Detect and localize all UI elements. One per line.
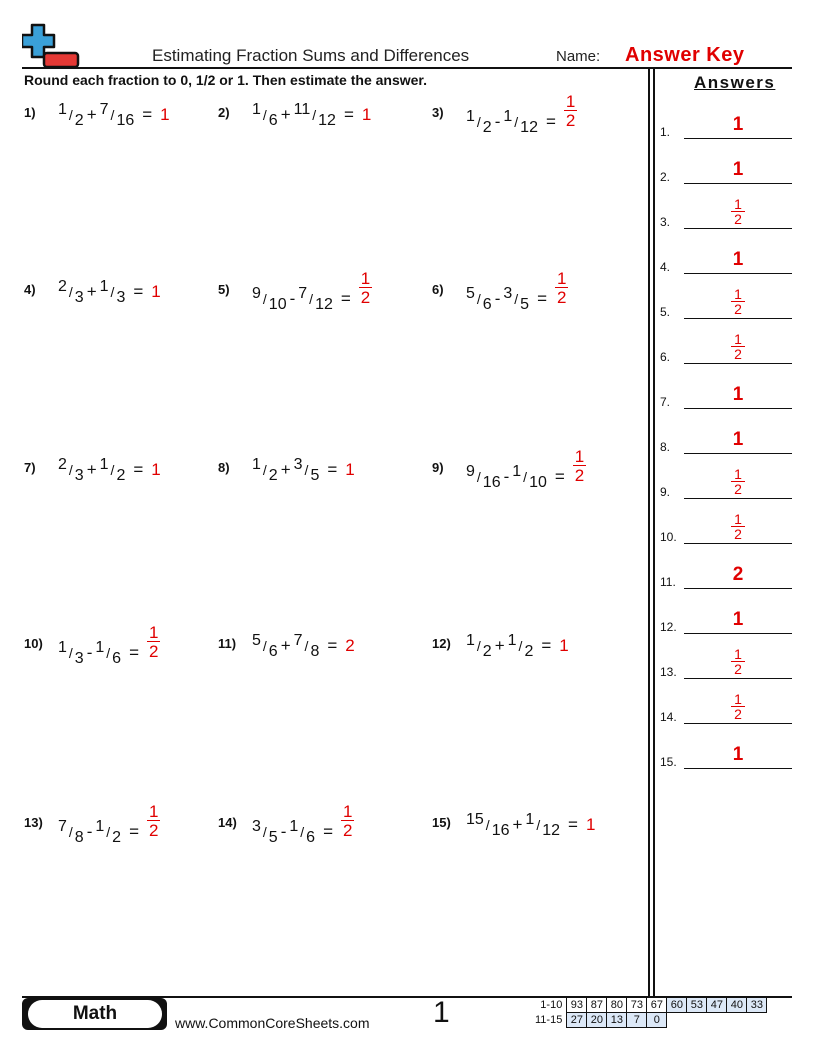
subject-label: Math — [28, 1000, 162, 1028]
equals-sign: = — [327, 460, 338, 479]
answer-denominator: 2 — [149, 821, 159, 840]
answer-label: 6. — [660, 350, 671, 364]
worksheet-title: Estimating Fraction Sums and Differences — [152, 46, 470, 65]
answer-denominator: 2 — [731, 481, 745, 496]
problem-number: 8) — [218, 460, 230, 475]
answer-value: 1 — [559, 636, 569, 655]
page-number: 1 — [433, 996, 450, 1029]
numerator: 2 — [58, 456, 67, 473]
fraction-slash: / — [262, 824, 267, 841]
fraction-slash: / — [68, 107, 73, 123]
equals-sign: = — [133, 460, 144, 479]
answer-label: 7. — [660, 395, 671, 409]
score-cell: 33 — [747, 998, 767, 1013]
answer-fraction — [684, 647, 792, 676]
problem-expression — [252, 269, 372, 318]
instructions: Round each fraction to 0, 1/2 or 1. Then estimate the answer. — [24, 72, 427, 88]
denominator: 12 — [318, 112, 336, 129]
answer-line — [684, 588, 792, 590]
answer-label: 11. — [660, 575, 676, 589]
operator: - — [494, 112, 501, 132]
equals-sign: = — [327, 636, 338, 655]
operator: + — [512, 815, 523, 834]
fraction-slash: / — [110, 284, 115, 300]
answer-row-8 — [660, 429, 792, 454]
numerator: 3 — [293, 456, 303, 473]
denominator: 2 — [116, 467, 126, 484]
numerator: 1 — [252, 101, 261, 118]
answer-value: 2 — [345, 636, 355, 655]
answer-row-2 — [660, 159, 792, 184]
answer-fraction — [147, 624, 160, 660]
answer-value: 2 — [732, 564, 744, 585]
numerator: 15 — [466, 811, 484, 828]
fraction-slash: / — [106, 645, 111, 662]
answer-fraction — [555, 270, 568, 306]
answer-label: 9. — [660, 485, 671, 499]
answer-line — [684, 768, 792, 770]
operator: + — [280, 636, 291, 655]
equals-sign: = — [340, 289, 351, 309]
numerator: 1 — [466, 108, 475, 126]
column-divider-2 — [653, 67, 655, 997]
denominator: 10 — [529, 474, 547, 492]
operator: + — [86, 460, 97, 479]
equals-sign: = — [541, 636, 552, 655]
answer-label: 13. — [660, 665, 677, 679]
answer-denominator: 2 — [565, 111, 576, 130]
numerator: 7 — [293, 632, 303, 649]
denominator: 12 — [520, 119, 538, 137]
denominator: 16 — [491, 822, 510, 839]
fraction-slash: / — [309, 291, 314, 308]
denominator: 8 — [74, 829, 84, 847]
numerator: 11 — [293, 101, 311, 118]
answer-denominator: 2 — [343, 821, 353, 840]
problem-expression — [58, 278, 161, 306]
fraction-slash: / — [514, 291, 519, 308]
denominator: 6 — [268, 112, 278, 129]
answer-value: 1 — [732, 744, 744, 765]
operator: - — [494, 289, 501, 309]
answer-value: 1 — [732, 159, 744, 180]
problem-expression — [252, 632, 355, 660]
answer-row-9 — [660, 466, 792, 499]
score-cell: 7 — [627, 1013, 647, 1028]
answer-line — [684, 138, 792, 140]
denominator: 16 — [116, 112, 135, 129]
equals-sign: = — [323, 822, 334, 842]
numerator: 9 — [466, 463, 475, 481]
answer-value: 1 — [732, 609, 744, 630]
problem-expression — [252, 101, 372, 129]
denominator: 2 — [268, 467, 278, 484]
denominator: 5 — [268, 829, 278, 847]
answer-key-label: Answer Key — [625, 44, 745, 66]
fraction-slash: / — [110, 107, 115, 123]
score-cell: 60 — [667, 998, 687, 1013]
numerator: 1 — [252, 456, 261, 473]
answer-row-4 — [660, 249, 792, 274]
answer-label: 14. — [660, 710, 677, 724]
answer-fraction — [684, 512, 792, 541]
numerator: 1 — [507, 632, 517, 649]
answer-line — [684, 318, 792, 320]
answer-value: 1 — [732, 429, 744, 450]
answer-denominator: 2 — [731, 301, 745, 316]
score-row-2 — [532, 1013, 767, 1028]
operator: + — [494, 636, 505, 655]
answer-denominator: 2 — [149, 642, 159, 661]
numerator: 3 — [252, 818, 261, 836]
problem-number: 3) — [432, 105, 444, 120]
score-row-label: 1-10 — [540, 999, 563, 1011]
score-cell: 73 — [627, 998, 647, 1013]
answer-fraction — [359, 270, 372, 306]
problem-number: 15) — [432, 815, 451, 830]
answer-numerator: 1 — [734, 466, 742, 482]
numerator: 1 — [525, 811, 535, 828]
answer-row-14 — [660, 691, 792, 724]
answer-numerator: 1 — [734, 196, 742, 212]
fraction-slash: / — [518, 638, 523, 654]
numerator: 1 — [512, 463, 522, 481]
answer-line — [684, 678, 792, 680]
answer-label: 12. — [660, 620, 677, 634]
answer-value: 1 — [151, 282, 161, 301]
answer-value: 1 — [732, 249, 744, 270]
denominator: 5 — [520, 296, 530, 314]
problem-expression — [252, 456, 355, 484]
numerator: 1 — [95, 639, 105, 657]
answer-line — [684, 633, 792, 635]
numerator: 1 — [99, 456, 109, 473]
denominator: 8 — [310, 643, 320, 660]
equals-sign: = — [343, 105, 354, 124]
answer-value: 1 — [361, 105, 372, 124]
answer-fraction — [564, 93, 577, 129]
answer-fraction — [573, 448, 586, 484]
denominator: 3 — [74, 467, 84, 484]
numerator: 2 — [58, 278, 67, 295]
answer-row-13 — [660, 646, 792, 679]
fraction-slash: / — [68, 462, 73, 478]
answer-label: 5. — [660, 305, 671, 319]
fraction-slash: / — [304, 638, 309, 654]
answer-numerator: 1 — [360, 269, 371, 288]
equals-sign: = — [545, 112, 556, 132]
problem-expression — [58, 456, 161, 484]
problem-expression — [466, 92, 577, 141]
score-cell: 67 — [647, 998, 667, 1013]
score-cell: 20 — [587, 1013, 607, 1028]
answer-denominator: 2 — [731, 526, 745, 541]
answer-denominator: 2 — [557, 288, 567, 307]
score-table — [532, 997, 767, 1028]
answer-numerator: 1 — [149, 623, 159, 642]
answer-numerator: 1 — [149, 802, 159, 821]
numerator: 9 — [252, 285, 261, 303]
answer-numerator: 1 — [734, 646, 742, 662]
score-row-1 — [532, 998, 767, 1013]
fraction-slash: / — [110, 462, 115, 478]
problem-number: 7) — [24, 460, 36, 475]
numerator: 1 — [58, 101, 67, 118]
answer-line — [684, 228, 792, 230]
problem-expression — [58, 101, 170, 129]
fraction-slash: / — [476, 291, 481, 308]
fraction-slash: / — [262, 291, 267, 308]
score-cell: 13 — [607, 1013, 627, 1028]
score-cell: 47 — [707, 998, 727, 1013]
operator: - — [503, 467, 510, 487]
answer-label: 10. — [660, 530, 677, 544]
answer-label: 1. — [660, 125, 671, 139]
answer-value: 1 — [732, 384, 744, 405]
answer-fraction — [684, 332, 792, 361]
answer-fraction — [684, 692, 792, 721]
denominator: 2 — [524, 643, 534, 660]
numerator: 5 — [252, 632, 261, 649]
fraction-slash: / — [536, 817, 541, 833]
denominator: 12 — [542, 822, 561, 839]
denominator: 2 — [482, 119, 492, 137]
answer-row-1 — [660, 114, 792, 139]
problem-number: 10) — [24, 636, 43, 651]
fraction-slash: / — [312, 107, 317, 123]
denominator: 3 — [74, 289, 84, 306]
problem-expression — [58, 802, 160, 851]
equals-sign: = — [142, 105, 153, 124]
answer-denominator: 2 — [731, 211, 745, 226]
answer-row-6 — [660, 331, 792, 364]
equals-sign: = — [568, 815, 578, 834]
answer-value: 1 — [160, 105, 170, 124]
operator: - — [86, 822, 93, 842]
denominator: 2 — [74, 112, 84, 129]
answer-value: 1 — [151, 460, 161, 479]
denominator: 16 — [482, 474, 501, 492]
fraction-slash: / — [262, 638, 267, 654]
answer-value: 1 — [585, 815, 596, 834]
numerator: 1 — [95, 818, 105, 836]
answer-line — [684, 543, 792, 545]
fraction-slash: / — [68, 824, 73, 841]
answer-fraction — [147, 803, 160, 839]
problem-expression — [466, 811, 596, 839]
denominator: 10 — [268, 296, 287, 314]
operator: + — [280, 105, 291, 124]
problem-number: 13) — [24, 815, 43, 830]
answer-fraction — [684, 197, 792, 226]
score-cell: 53 — [687, 998, 707, 1013]
numerator: 7 — [99, 101, 109, 118]
denominator: 12 — [315, 296, 333, 314]
answer-line — [684, 363, 792, 365]
score-cell: 93 — [567, 998, 587, 1013]
problem-number: 1) — [24, 105, 36, 120]
answer-label: 15. — [660, 755, 677, 769]
score-cell: 0 — [647, 1013, 667, 1028]
problem-number: 9) — [432, 460, 444, 475]
denominator: 3 — [116, 289, 126, 306]
denominator: 2 — [112, 829, 122, 847]
answer-line — [684, 453, 792, 455]
numerator: 3 — [503, 285, 513, 303]
numerator: 7 — [58, 818, 67, 836]
problem-expression — [466, 632, 569, 660]
answers-title: Answers — [694, 73, 776, 92]
fraction-slash: / — [476, 469, 481, 486]
answer-line — [684, 273, 792, 275]
operator: - — [289, 289, 296, 309]
fraction-slash: / — [304, 462, 309, 478]
answer-numerator: 1 — [565, 92, 576, 111]
problem-number: 12) — [432, 636, 451, 651]
fraction-slash: / — [523, 469, 528, 486]
operator: + — [86, 282, 97, 301]
column-divider — [648, 67, 650, 997]
site-url: www.CommonCoreSheets.com — [175, 1015, 370, 1031]
fraction-slash: / — [514, 114, 519, 131]
name-label: Name: — [556, 48, 601, 65]
answer-row-3 — [660, 196, 792, 229]
answer-row-5 — [660, 286, 792, 319]
answer-value: 1 — [345, 460, 355, 479]
operator: + — [280, 460, 291, 479]
score-cell: 40 — [727, 998, 747, 1013]
answer-row-10 — [660, 511, 792, 544]
answer-line — [684, 408, 792, 410]
answer-numerator: 1 — [734, 511, 742, 527]
answer-label: 4. — [660, 260, 671, 274]
problem-number: 6) — [432, 282, 444, 297]
numerator: 1 — [503, 108, 513, 126]
answer-denominator: 2 — [731, 661, 745, 676]
equals-sign: = — [537, 289, 548, 309]
problem-expression — [466, 447, 586, 496]
score-cell: 87 — [587, 998, 607, 1013]
answer-numerator: 1 — [343, 802, 353, 821]
denominator: 3 — [74, 650, 84, 668]
numerator: 1 — [99, 278, 109, 295]
denominator: 6 — [482, 296, 492, 314]
equals-sign: = — [129, 822, 140, 842]
answer-line — [684, 723, 792, 725]
denominator: 6 — [268, 643, 278, 660]
operator: - — [280, 822, 287, 842]
answer-label: 2. — [660, 170, 671, 184]
plus-minus-logo-icon — [22, 22, 80, 70]
problem-expression — [252, 802, 354, 851]
answer-row-11 — [660, 564, 792, 589]
numerator: 7 — [298, 285, 308, 303]
fraction-slash: / — [106, 824, 111, 841]
numerator: 5 — [466, 285, 475, 303]
answer-label: 3. — [660, 215, 671, 229]
fraction-slash: / — [300, 824, 305, 841]
header-divider — [22, 67, 792, 69]
fraction-slash: / — [68, 284, 73, 300]
denominator: 6 — [112, 650, 122, 668]
problem-number: 4) — [24, 282, 36, 297]
answer-fraction — [341, 803, 354, 839]
answer-numerator: 1 — [574, 447, 585, 466]
fraction-slash: / — [485, 817, 490, 833]
equals-sign: = — [133, 282, 144, 301]
numerator: 1 — [58, 639, 67, 657]
denominator: 2 — [482, 643, 492, 660]
answer-denominator: 2 — [731, 706, 745, 721]
answer-denominator: 2 — [574, 466, 585, 485]
denominator: 5 — [310, 467, 320, 484]
operator: - — [86, 643, 93, 663]
answer-numerator: 1 — [734, 691, 742, 707]
fraction-slash: / — [262, 462, 267, 478]
equals-sign: = — [129, 643, 140, 663]
fraction-slash: / — [476, 114, 481, 131]
answer-numerator: 1 — [734, 331, 742, 347]
answer-value: 1 — [732, 114, 744, 135]
problem-expression — [58, 623, 160, 672]
problem-number: 14) — [218, 815, 237, 830]
answer-numerator: 1 — [557, 269, 567, 288]
equals-sign: = — [554, 467, 565, 487]
answer-label: 8. — [660, 440, 671, 454]
score-cell: 80 — [607, 998, 627, 1013]
problem-number: 11) — [218, 636, 237, 651]
denominator: 6 — [306, 829, 316, 847]
answer-fraction — [684, 287, 792, 316]
fraction-slash: / — [262, 107, 267, 123]
numerator: 1 — [289, 818, 299, 836]
answer-line — [684, 183, 792, 185]
answer-denominator: 2 — [360, 288, 371, 307]
problem-number: 5) — [218, 282, 230, 297]
answer-row-12 — [660, 609, 792, 634]
answer-fraction — [684, 467, 792, 496]
numerator: 1 — [466, 632, 475, 649]
fraction-slash: / — [476, 638, 481, 654]
answer-numerator: 1 — [734, 286, 742, 302]
answer-row-7 — [660, 384, 792, 409]
score-cell: 27 — [567, 1013, 587, 1028]
problem-number: 2) — [218, 105, 230, 120]
score-row-label: 11-15 — [535, 1014, 563, 1026]
answer-row-15 — [660, 744, 792, 769]
operator: + — [86, 105, 97, 124]
problem-expression — [466, 269, 568, 318]
answer-denominator: 2 — [731, 346, 745, 361]
answer-line — [684, 498, 792, 500]
fraction-slash: / — [68, 645, 73, 662]
